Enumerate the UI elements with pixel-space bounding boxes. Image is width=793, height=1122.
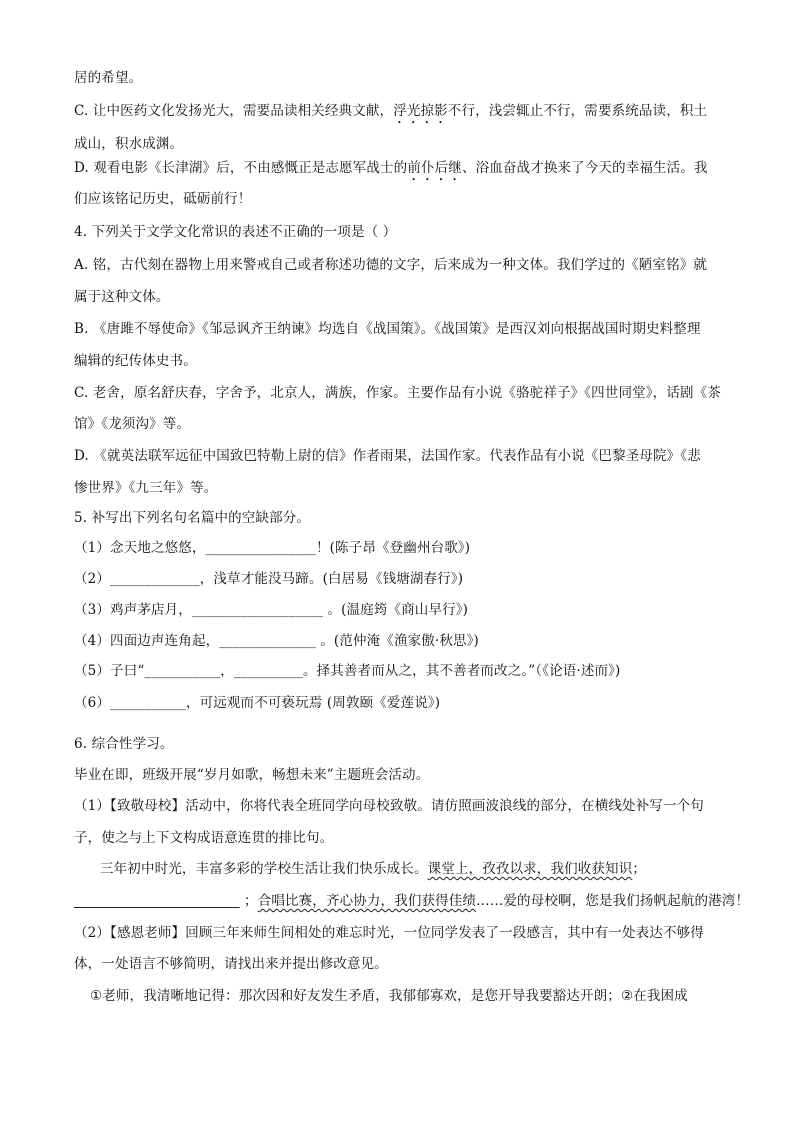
text-line: 毕业在即，班级开展“岁月如歌，畅想未来”主题班会活动。 — [74, 767, 430, 783]
wavy-underlined-phrase: 课堂上，孜孜以求，我们收获知识 — [427, 861, 633, 877]
option-d: D. 《就英法联军远征中国致巴特勒上尉的信》作者雨果，法国作家。代表作品有小说《巴黎圣母院》《悲 — [74, 448, 701, 464]
wavy-underlined-phrase: 合唱比赛，齐心协力，我们获得佳绩 — [257, 893, 477, 909]
passage-line — [74, 891, 749, 911]
fill-blank-2: （2）_____________，浅草才能没马蹄。(白居易《钱塘湖春行》) — [74, 571, 464, 587]
dotted-idiom: 浮光掠影 — [393, 103, 448, 119]
fill-blank-4: （4）四面边声连角起，______________ 。(范仲淹《渔家傲·秋思》) — [74, 633, 479, 649]
text-segment: D. 观看电影《长津湖》后，不由感慨正是志愿军战士的 — [74, 160, 408, 176]
option-d-line — [74, 158, 708, 184]
dotted-idiom: 前仆后继 — [407, 160, 462, 176]
passage-line — [100, 859, 646, 879]
option-a: A. 铭，古代刻在器物上用来警戒自己或者称述功德的文字，后来成为一种文体。我们学过的《陋室铭》就 — [74, 257, 708, 273]
fill-blank-3: （3）鸡声茅店月，___________________ 。(温庭筠《商山早行》) — [74, 602, 469, 618]
option-c-line — [74, 101, 707, 127]
text-segment: 、浴血奋战才换来了今天的幸福生活。我 — [461, 160, 708, 176]
fill-blank-5: （5）子曰“___________，__________。择其善者而从之，其不善者而改之。”（《论语·述而》) — [74, 663, 621, 679]
text-line: 属于这种文体。 — [74, 289, 170, 305]
passage-line: ①老师，我清晰地记得：那次因和好友发生矛盾，我郁郁寡欢，是您开导我要豁达开朗；②在我困成 — [90, 988, 688, 1004]
question-5-title: 5. 补写出下列名句名篇中的空缺部分。 — [74, 510, 311, 526]
text-line: 们应该铭记历史，砥砺前行！ — [74, 191, 252, 207]
text-line: 编辑的纪传体史书。 — [74, 353, 197, 369]
text-line: 子，使之与上下文构成语意连贯的排比句。 — [74, 830, 334, 846]
text-line: 馆》《龙须沟》等。 — [74, 416, 191, 432]
text-line: 成山，积水成渊。 — [74, 136, 184, 152]
sub-question-1: （1）【致敬母校】活动中，你将代表全班同学向母校致敬。请仿照画波浪线的部分，在横线处补写一个句 — [74, 798, 704, 814]
question-4-title: 4. 下列关于文学文化常识的表述不正确的一项是（ ） — [74, 224, 397, 240]
option-c: C. 老舍，原名舒庆春，字舍予，北京人，满族，作家。主要作品有小说《骆驼祥子》《四世同堂》，话剧《茶 — [74, 385, 721, 401]
sub-question-2: （2）【感恩老师】回顾三年来师生间相处的难忘时光，一位同学发表了一段感言，其中有一处表达不够得 — [74, 925, 704, 941]
text-segment: 三年初中时光，丰富多彩的学校生活让我们快乐成长。 — [100, 861, 428, 877]
answer-blank: ________________________ ； — [74, 893, 258, 909]
fill-blank-1: （1）念天地之悠悠，________________！(陈子昂《登幽州台歌》) — [74, 540, 471, 556]
text-segment: C. 让中医药文化发扬光大，需要品读相关经典文献， — [74, 103, 394, 119]
text-line: 居的希望。 — [74, 70, 143, 86]
question-6-title: 6. 综合性学习。 — [74, 736, 174, 752]
fill-blank-6: （6）___________，可远观而不可亵玩焉 (周敦颐《爱莲说》) — [74, 695, 441, 711]
text-segment: ； — [632, 861, 647, 877]
text-segment: ……爱的母校啊，您是我们扬帆起航的港湾！ — [476, 893, 750, 909]
option-b: B. 《唐雎不辱使命》《邹忌讽齐王纳谏》均选自《战国策》。《战国策》是西汉刘向根据战国时期史料整理 — [74, 321, 701, 337]
text-line: 惨世界》《九三年》等。 — [74, 480, 218, 496]
text-line: 体，一处语言不够简明，请找出来并提出修改意见。 — [74, 956, 388, 972]
text-segment: 不行，浅尝辄止不行，需要系统品读，积土 — [447, 103, 708, 119]
